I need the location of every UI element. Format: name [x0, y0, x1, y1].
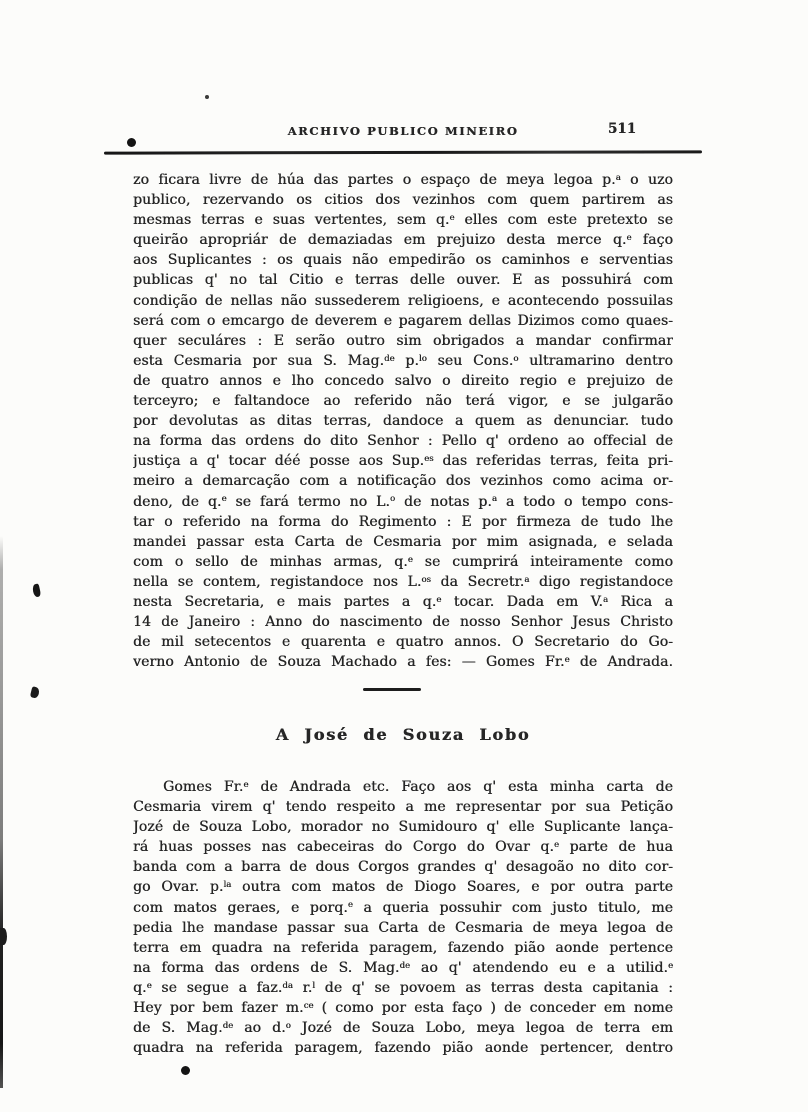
section-heading: A José de Souza Lobo	[275, 725, 531, 744]
text-line: aos Suplicantes : os quais não empedirão os caminhos e serventias	[133, 252, 673, 269]
text-line: na forma das ordens de S. Mag.$^{de}$ ao q' atendendo eu e a utilid.$^e$	[133, 959, 673, 976]
text-line: nella se contem, registandoce nos L.$^{os}$ da Secretr.$^a$ digo registandoce	[133, 573, 673, 590]
header-rule	[104, 150, 702, 154]
text-line: publicas q' no tal Citio e terras delle ouver. E as possuhirá com	[133, 272, 673, 289]
text-line: verno Antonio de Souza Machado a fes: — Gomes Fr.$^e$ de Andrada.	[133, 654, 673, 671]
section-divider	[363, 688, 421, 691]
text-line: deno, de q.$^e$ se fará termo no L.$^o$ de notas p.$^a$ a todo o tempo cons-	[133, 493, 673, 510]
grant-paragraph-jose-souza-lobo	[133, 777, 673, 1058]
text-line: Hey por bem fazer m.$^{ce}$ ( como por esta faço ) de conceder em nome	[133, 1000, 673, 1017]
text-line: justiça a q' tocar déé posse aos Sup.$^{es}$ das referidas terras, feita pri-	[133, 453, 673, 470]
text-line: 14 de Janeiro : Anno do nascimento de nosso Senhor Jesus Christo	[133, 614, 673, 631]
deed-paragraph-carta-cesmaria	[133, 170, 673, 672]
text-line: quadra na referida paragem, fazendo pião aonde pertencer, dentro	[133, 1040, 673, 1057]
running-head-title: ARCHIVO PUBLICO MINEIRO	[287, 124, 519, 138]
text-line: de quatro annos e lho concedo salvo o direito regio e prejuizo de	[133, 372, 673, 389]
text-line: condição de nellas não sussederem religioens, e acontecendo possuilas	[133, 292, 673, 309]
text-line: esta Cesmaria por sua S. Mag.$^{de}$ p.$^{lo}$ seu Cons.$^o$ ultramarino dentro	[133, 352, 673, 369]
text-line: será com o emcargo de deverem e pagarem dellas Dizimos como quaes-	[133, 312, 673, 329]
scan-edge-shadow	[0, 536, 3, 1088]
ink-speck	[205, 95, 209, 99]
footer-ink-dot	[181, 1066, 190, 1075]
text-line: go Ovar. p.$^{la}$ outra com matos de Diogo Soares, e por outra parte	[133, 879, 673, 896]
text-line: terceyro; e faltandoce ao referido não terá vigor, e se julgarão	[133, 393, 673, 410]
text-line: Cesmaria virem q' tendo respeito a me representar por sua Petição	[133, 799, 673, 816]
text-line: por devolutas as ditas terras, dandoce a quem as denunciar. tudo	[133, 413, 673, 430]
header-bullet-mark	[127, 138, 136, 147]
text-line: q.$^e$ se segue a faz.$^{da}$ r.$^l$ de q' se povoem as terras desta capitania :	[133, 979, 673, 996]
text-line: na forma das ordens do dito Senhor : Pello q' ordeno ao offecial de	[133, 433, 673, 450]
text-line: Jozé de Souza Lobo, morador no Sumidouro q' elle Suplicante lança-	[133, 819, 673, 836]
text-line: nesta Secretaria, e mais partes a q.$^e$ tocar. Dada em V.$^a$ Rica a	[133, 593, 673, 610]
text-line: banda com a barra de dous Corgos grandes q' desagoão no dito cor-	[133, 859, 673, 876]
text-line: quer seculáres : E serão outro sim obrigados a mandar confirmar	[133, 332, 673, 349]
text-line: Gomes Fr.$^e$ de Andrada etc. Faço aos q' esta minha carta de	[163, 779, 673, 795]
text-line: rá huas posses nas cabeceiras do Corgo do Ovar q.$^e$ parte de hua	[133, 839, 673, 856]
text-line: meiro a demarcação com a notificação dos vezinhos como acima or-	[133, 473, 673, 490]
margin-ink-mark	[30, 686, 40, 699]
margin-ink-mark	[32, 583, 42, 597]
text-line: queirão apropriár de demaziadas em prejuizo desta merce q.$^e$ faço	[133, 232, 673, 249]
text-line: mesmas terras e suas vertentes, sem q.$^e$ elles com este pretexto se	[133, 212, 673, 229]
scan-edge-blob	[0, 928, 7, 945]
text-line: de mil setecentos e quarenta e quatro annos. O Secretario do Go-	[133, 634, 673, 651]
text-line: pedia lhe mandase passar sua Carta de Cesmaria de meya legoa de	[133, 919, 673, 936]
page-number: 511	[607, 121, 637, 137]
text-line: de S. Mag.$^{de}$ ao d.$^o$ Jozé de Souza Lobo, meya legoa de terra em	[133, 1020, 673, 1037]
text-line: com o sello de minhas armas, q.$^e$ se cumprirá inteiramente como	[133, 553, 673, 570]
text-line: mandei passar esta Carta de Cesmaria por mim asignada, e selada	[133, 533, 673, 550]
text-line: publico, rezervando os citios dos vezinhos com quem partirem as	[133, 192, 673, 209]
text-line: zo ficara livre de húa das partes o espaço de meya legoa p.$^a$ o uzo	[133, 172, 673, 188]
text-line: com matos geraes, e porq.$^e$ a queria possuhir com justo titulo, me	[133, 899, 673, 916]
text-line: tar o referido na forma do Regimento : E por firmeza de tudo lhe	[133, 513, 673, 530]
text-line: terra em quadra na referida paragem, fazendo pião aonde pertence	[133, 939, 673, 956]
